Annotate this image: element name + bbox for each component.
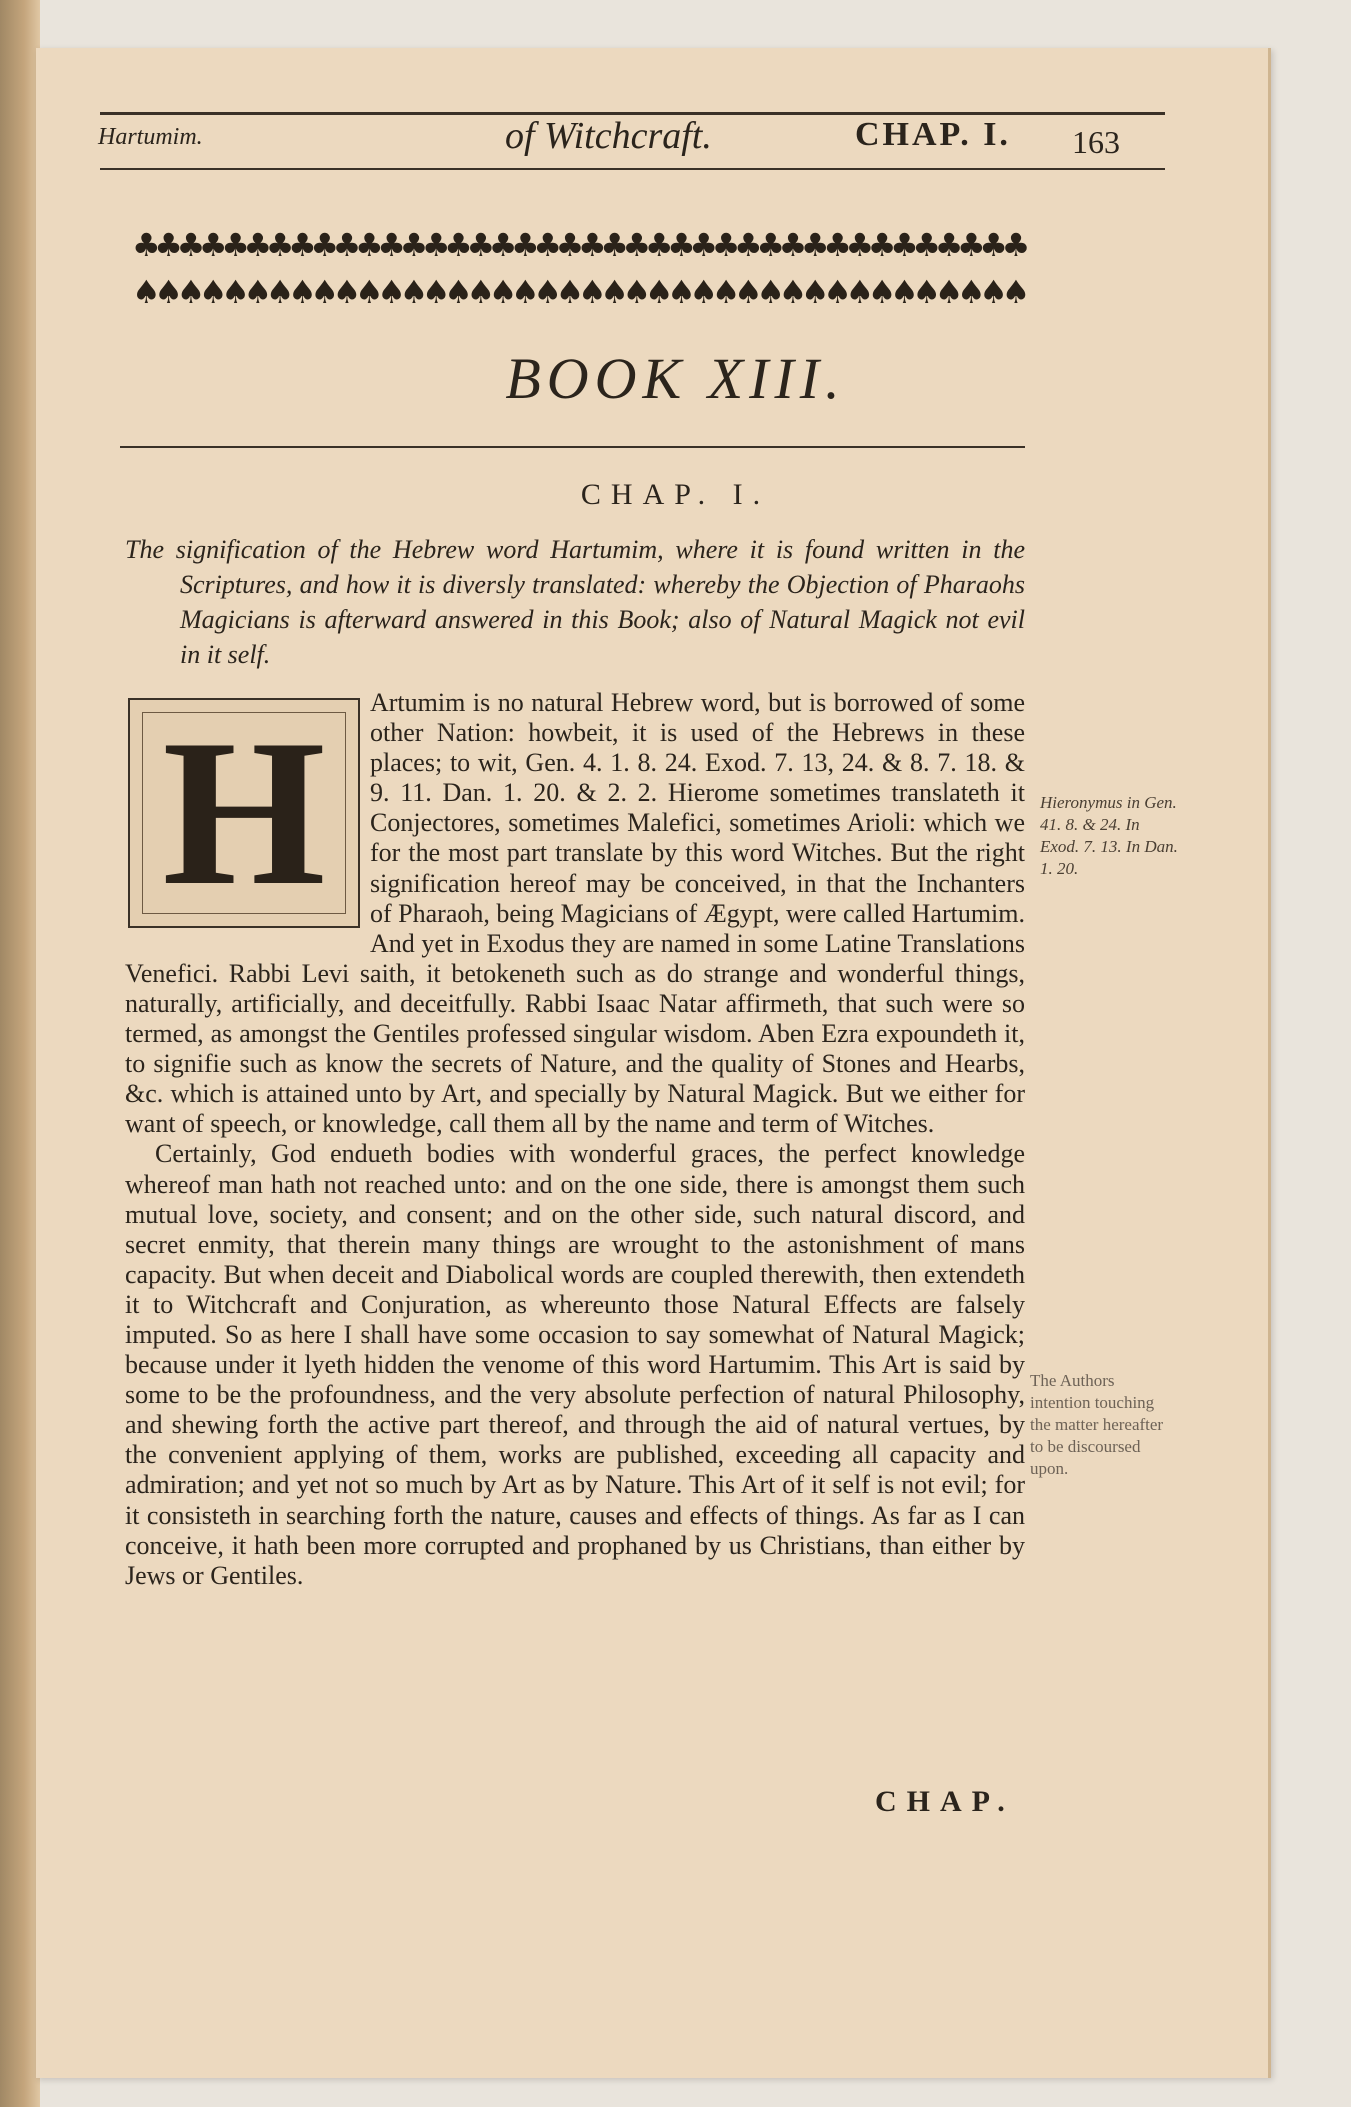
ornament-glyph: ♣ (421, 226, 450, 264)
ornament-glyph: ♠ (867, 273, 896, 311)
ornament-glyph: ♠ (511, 273, 539, 311)
ornament-glyph: ♠ (555, 273, 584, 311)
ornament-glyph: ♠ (577, 273, 606, 311)
ornament-glyph: ♠ (711, 273, 740, 311)
margin-note-2: The Authors intention touching the matter hereafter to be discoursed upon. (1030, 1371, 1164, 1478)
ornament-glyph: ♣ (956, 226, 985, 264)
ornament-glyph: ♠ (444, 273, 472, 311)
ornament-glyph: ♠ (756, 273, 784, 311)
catchword: CHAP. (875, 1785, 1015, 1818)
ornament-glyph: ♠ (221, 273, 249, 311)
ornament-glyph: ♣ (600, 226, 628, 264)
ornament-glyph: ♣ (823, 226, 851, 264)
ornament-glyph: ♠ (176, 273, 205, 311)
ornament-glyph: ♠ (979, 273, 1007, 311)
ornament-glyph: ♣ (867, 226, 896, 264)
ornament-glyph: ♠ (644, 273, 673, 311)
ornament-glyph: ♣ (800, 226, 829, 264)
book-title: BOOK XIII. (505, 346, 846, 411)
ornament-glyph: ♠ (421, 273, 450, 311)
ornament-glyph: ♣ (667, 226, 695, 264)
ornament-glyph: ♠ (845, 273, 874, 311)
ornament-glyph: ♣ (734, 226, 762, 264)
ornament-glyph: ♣ (399, 226, 428, 264)
ornament-glyph: ♣ (176, 226, 205, 264)
ornament-glyph: ♠ (377, 273, 405, 311)
running-chapter: CHAP. I. (855, 116, 1011, 153)
ornament-glyph: ♠ (890, 273, 918, 311)
ornament-glyph: ♣ (488, 226, 517, 264)
ornament-glyph: ♠ (1001, 273, 1030, 311)
ornament-glyph: ♣ (577, 226, 606, 264)
paragraph-1: Artumim is no natural Hebrew word, but is borrowed of some other Nation: howbeit, it is used of the Hebrews in these places; to wit, Gen. 4. 1. 8. 24. Exod. 7. 13, 24. & 8. 7. 18. & 9. 11. Dan. 1. 20. & 2. 2. Hierome sometimes translateth it Conjectores, sometimes Malefici, sometimes Arioli: which we for the most part translate by this word Witches. But the right signification hereof may be conceived, in that the Inchanters of Pharaoh, being Magicians of Ægypt, were called Hartumim. And yet in Exodus they are named in some Latine Translations Venefici. Rabbi Levi saith, it betokeneth such as do strange and wonderful things, naturally, artificially, and deceitfully. Rabbi Isaac Natar affirmeth, that such were so termed, as amongst the Gentiles professed singular wisdom. Aben Ezra expoundeth it, to signifie such as know the secrets of Nature, and the quality of Stones and Hearbs, &c. which is attained unto by Art, and specially by Natural Magick. But we either for want of speech, or knowledge, call them all by the name and term of Witches. (125, 688, 1025, 1139)
ornament-glyph: ♣ (979, 226, 1007, 264)
ornament-glyph: ♠ (823, 273, 851, 311)
ornament-glyph: ♣ (622, 226, 651, 264)
ornament-glyph: ♣ (533, 226, 562, 264)
ornament-glyph: ♠ (265, 273, 294, 311)
chapter-heading: CHAP. I. (580, 478, 771, 511)
book-spine (0, 0, 40, 2107)
ornament-glyph: ♠ (198, 273, 227, 311)
ornament-glyph: ♠ (488, 273, 517, 311)
body-text (125, 688, 1025, 1591)
ornament-glyph: ♣ (689, 226, 718, 264)
ornament-glyph: ♣ (934, 226, 963, 264)
ornament-band-top (132, 225, 1030, 265)
ornament-glyph: ♠ (466, 273, 495, 311)
ornament-glyph: ♣ (1001, 226, 1030, 264)
title-rule (120, 446, 1025, 448)
ornament-glyph: ♠ (354, 273, 383, 311)
ornament-glyph: ♠ (332, 273, 361, 311)
ornament-glyph: ♣ (377, 226, 405, 264)
ornament-glyph: ♣ (444, 226, 472, 264)
ornament-glyph: ♣ (711, 226, 740, 264)
ornament-glyph: ♠ (800, 273, 829, 311)
ornament-glyph: ♣ (912, 226, 941, 264)
ornament-glyph: ♣ (332, 226, 361, 264)
paragraph-2: Certainly, God endueth bodies with wonderful graces, the perfect knowledge whereof man hath not reached unto: and on the one side, there is amongst them such mutual love, society, and consent; and on the other side, such natural discord, and secret enmity, that therein many things are wrought to the astonishment of mans capacity. But when deceit and Diabolical words are coupled therewith, then extendeth it to Witchcraft and Conjuration, as whereunto those Natural Effects are falsely imputed. So as here I shall have some occasion to say somewhat of Natural Magick; because under it lyeth hidden the venome of this word Hartumim. This Art is said by some to be the profoundness, and the very absolute perfection of natural Philosophy, and shewing forth the active part thereof, and through the aid of natural vertues, by the convenient applying of them, works are published, exceeding all capacity and admiration; and yet not so much by Art as by Nature. This Art of it self is not evil; for it consisteth in searching forth the nature, causes and effects of things. As far as I can conceive, it hath been more corrupted and prophaned by us Christians, than either by Jews or Gentiles. (125, 1139, 1025, 1590)
ornament-glyph: ♠ (243, 273, 272, 311)
page-number: 163 (1072, 124, 1120, 160)
ornament-glyph: ♣ (132, 226, 160, 264)
ornament-glyph: ♠ (956, 273, 985, 311)
summary-text: The signification of the Hebrew word Hartumim, where it is found written in the Scriptures, and how it is diversly translated: whereby the Objection of Pharaohs Magicians is afterward answered in this Book; also of Natural Magick not evil in it self. (125, 535, 1025, 669)
ornament-glyph: ♠ (689, 273, 718, 311)
ornament-band-bottom (132, 272, 1030, 312)
ornament-glyph: ♣ (288, 226, 316, 264)
ornament-glyph: ♣ (778, 226, 807, 264)
margin-note-1: Hieronymus in Gen. 41. 8. & 24. In Exod. 7. 13. In Dan. 1. 20. (1040, 793, 1178, 878)
ornament-glyph: ♣ (644, 226, 673, 264)
running-title: of Witchcraft. (505, 115, 712, 157)
ornament-glyph: ♣ (756, 226, 784, 264)
ornament-glyph: ♣ (221, 226, 249, 264)
ornament-glyph: ♣ (154, 226, 182, 264)
ornament-glyph: ♣ (466, 226, 495, 264)
ornament-glyph: ♠ (778, 273, 807, 311)
ornament-glyph: ♠ (734, 273, 762, 311)
chapter-summary (125, 532, 1025, 672)
drop-cap-letter: H (162, 697, 326, 929)
ornament-glyph: ♣ (265, 226, 294, 264)
ornament-glyph: ♠ (533, 273, 562, 311)
ornament-glyph: ♣ (890, 226, 918, 264)
ornament-glyph: ♠ (399, 273, 428, 311)
header-rule-bottom (100, 168, 1165, 170)
ornament-glyph: ♠ (912, 273, 941, 311)
ornament-glyph: ♠ (622, 273, 651, 311)
ornament-glyph: ♣ (845, 226, 874, 264)
running-head-left: Hartumim. (98, 124, 203, 150)
ornament-glyph: ♣ (555, 226, 584, 264)
ornament-glyph: ♠ (667, 273, 695, 311)
ornament-glyph: ♣ (243, 226, 272, 264)
ornament-glyph: ♠ (600, 273, 628, 311)
ornament-glyph: ♠ (154, 273, 182, 311)
ornament-glyph: ♣ (354, 226, 383, 264)
ornament-glyph: ♠ (288, 273, 316, 311)
ornament-glyph: ♣ (198, 226, 227, 264)
ornament-glyph: ♣ (310, 226, 339, 264)
ornament-glyph: ♠ (934, 273, 963, 311)
ornament-glyph: ♣ (511, 226, 539, 264)
ornament-glyph: ♠ (132, 273, 160, 311)
ornament-glyph: ♠ (310, 273, 339, 311)
